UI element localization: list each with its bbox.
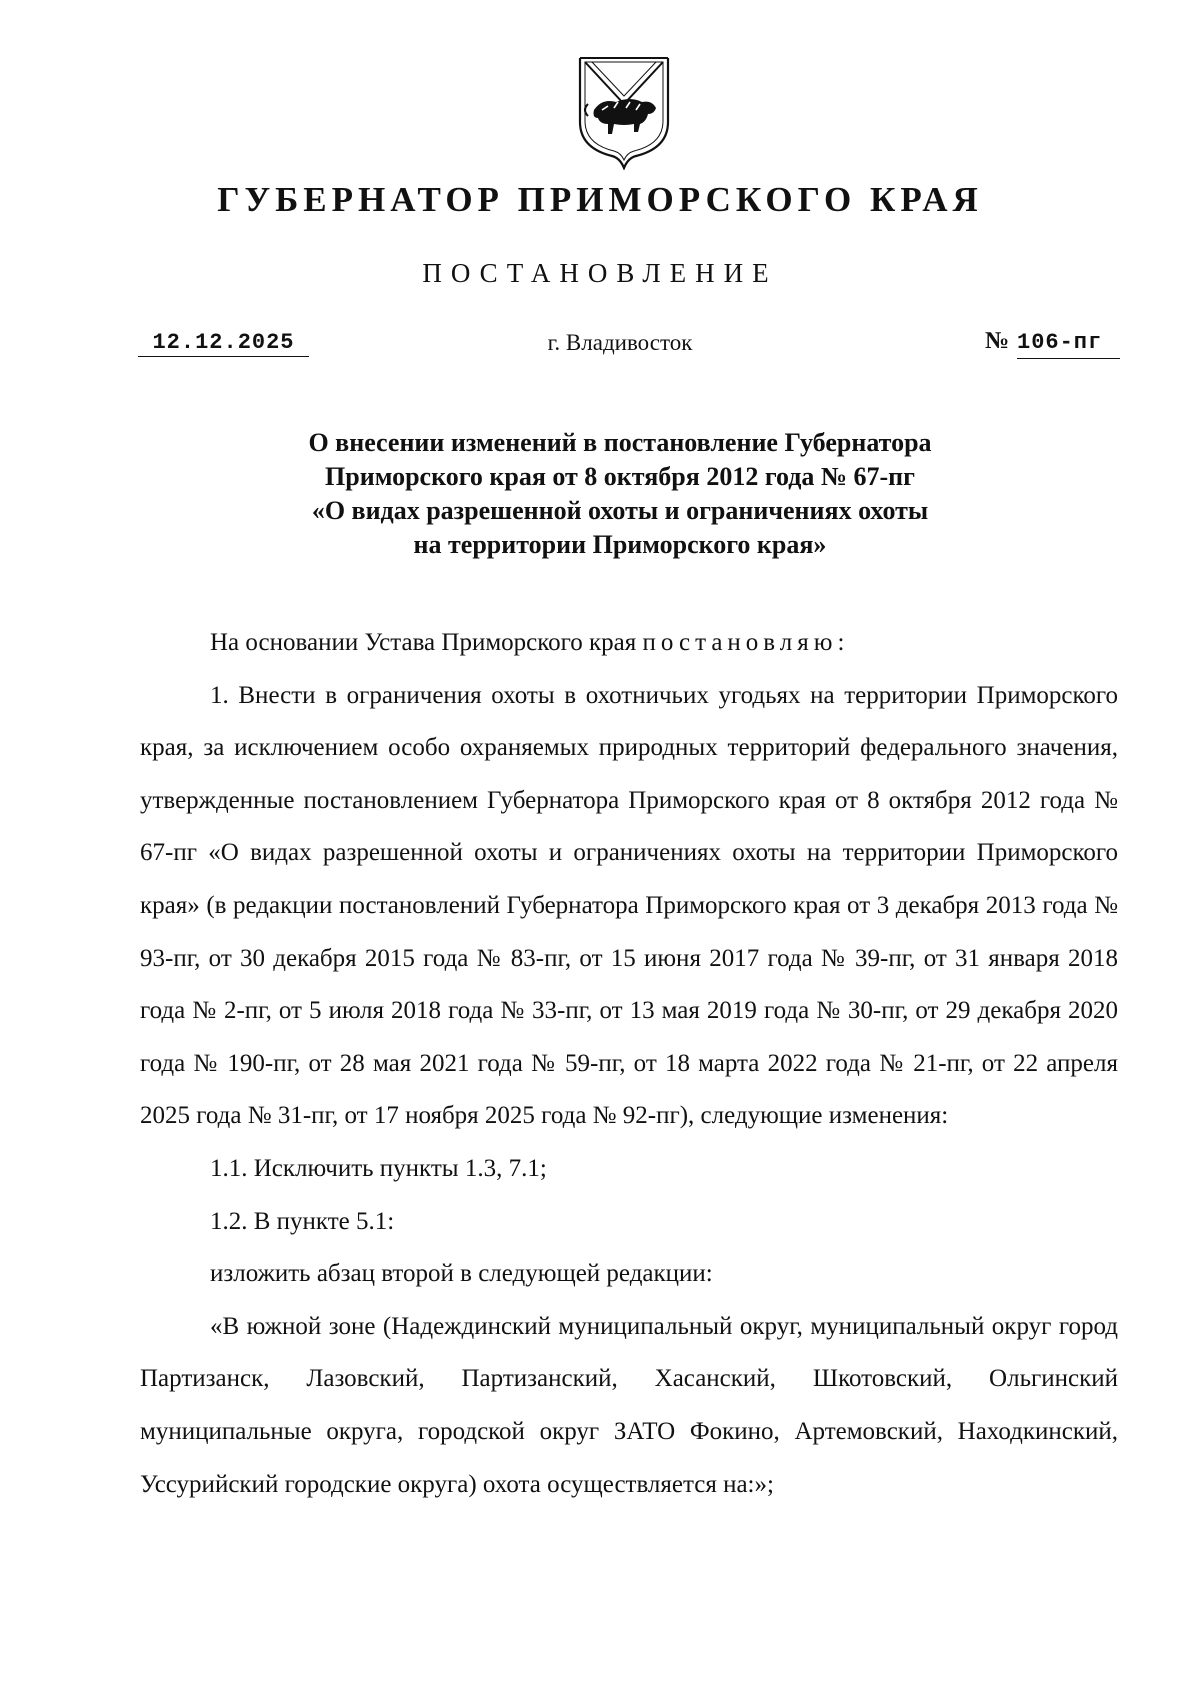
paragraph-1-1: 1.1. Исключить пункты 1.3, 7.1;	[210, 1154, 547, 1182]
title-line: О внесении изменений в постановление Губернатора	[308, 428, 932, 457]
intro-text: На основании Устава Приморского края	[210, 629, 643, 656]
paragraph-1-2: 1.2. В пункте 5.1:	[210, 1207, 395, 1235]
intro-colon: :	[837, 629, 845, 656]
paragraph-quote: «В южной зоне (Надеждинский муниципальный округ, муниципальный округ город Партизанск, Лазовский, Партизанский, Хасанский, Шкотовский, Ольгинский муниципальные округа, городской округ ЗАТО Фокино, Артемовский, Находкинский, Уссурийский городские округа) охота осуществляется на:»;	[140, 1312, 1118, 1498]
document-type-heading: ПОСТАНОВЛЕНИЕ	[422, 258, 778, 288]
document-date: 12.12.2025	[138, 330, 309, 357]
coat-of-arms-emblem	[572, 52, 676, 170]
authority-heading: ГУБЕРНАТОР ПРИМОРСКОГО КРАЯ	[217, 180, 983, 219]
title-line: «О видах разрешенной охоты и ограничениях охоты	[311, 496, 929, 525]
document-body	[140, 617, 1118, 1511]
document-title	[0, 426, 1200, 562]
paragraph-1: 1. Внести в ограничения охоты в охотничьих угодьях на территории Приморского края, за исключением особо охраняемых природных территорий федерального значения, утвержденные постановлением Губернатора Приморского края от 8 октября 2012 года № 67-пг «О видах разрешенной охоты и ограничениях охоты на территории Приморского края» (в редакции постановлений Губернатора Приморского края от 3 декабря 2013 года № 93-пг, от 30 декабря 2015 года № 83-пг, от 15 июня 2017 года № 39-пг, от 31 января 2018 года № 2-пг, от 5 июля 2018 года № 33-пг, от 13 мая 2019 года № 30-пг, от 29 декабря 2020 года № 190-пг, от 28 мая 2021 года № 59-пг, от 18 марта 2022 года № 21-пг, от 22 апреля 2025 года № 31-пг, от 17 ноября 2025 года № 92-пг), следующие изменения:	[140, 681, 1118, 1130]
title-line: Приморского края от 8 октября 2012 года № 67-пг	[325, 462, 915, 491]
title-line: на территории Приморского края»	[413, 530, 827, 559]
intro-paragraph	[140, 617, 1118, 670]
document-city: г. Владивосток	[547, 330, 693, 355]
document-number: 106-пг	[1017, 330, 1120, 359]
paragraph-abzac: изложить абзац второй в следующей редакции:	[210, 1260, 713, 1288]
intro-decree-word: постановляю	[642, 629, 838, 656]
number-sign-label: №	[985, 328, 1010, 354]
